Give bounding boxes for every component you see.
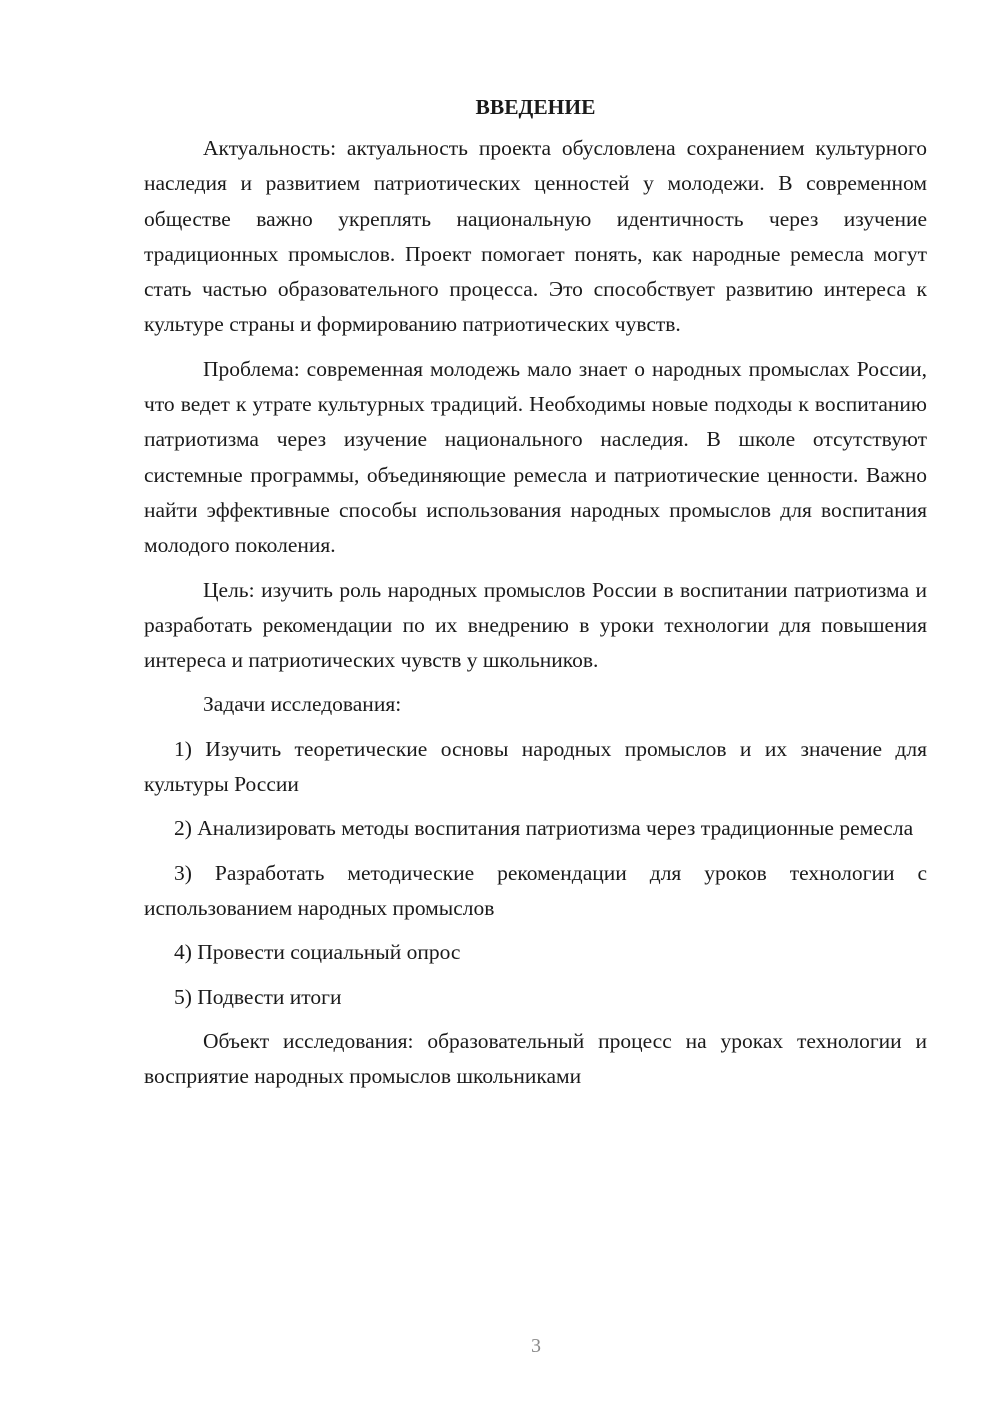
page-number: 3 — [531, 1335, 541, 1357]
task-item-1: 1) Изучить теоретические основы народных промыслов и их значение для культуры России — [144, 736, 927, 797]
tasks-title: Задачи исследования: — [203, 692, 402, 717]
section-heading: ВВЕДЕНИЕ — [475, 95, 596, 119]
task-item-3: 3) Разработать методические рекомендации для уроков технологии с использованием народных промыслов — [144, 860, 927, 920]
task-item-4: 4) Провести социальный опрос — [174, 940, 461, 965]
relevance-paragraph: Актуальность: актуальность проекта обусловлена сохранением культурного наследия и развитием патриотических ценностей у молодежи. В современном обществе важно укреплять национальную идентичность через изучение традиционных промыслов. Проект помогает понять, как народные ремесла могут стать частью образовательного процесса. Это способствует развитию интереса к культуре страны и формированию патриотических чувств. — [144, 136, 927, 337]
task-item-2: 2) Анализировать методы воспитания патриотизма через традиционные ремесла — [174, 816, 914, 841]
task-item-5: 5) Подвести итоги — [174, 984, 342, 1009]
object-paragraph: Объект исследования: образовательный процесс на уроках технологии и восприятие народных промыслов школьниками — [144, 1028, 927, 1089]
page-content — [144, 90, 927, 1103]
goal-paragraph: Цель: изучить роль народных промыслов России в воспитании патриотизма и разработать рекомендации по их внедрению в уроки технологии для повышения интереса и патриотических чувств у школьников. — [144, 577, 927, 673]
problem-paragraph: Проблема: современная молодежь мало знает о народных промыслах России, что ведет к утрате культурных традиций. Необходимы новые подходы к воспитанию патриотизма через изучение национального наследия. В школе отсутствуют системные программы, объединяющие ремесла и патриотические ценности. Важно найти эффективные способы использования народных промыслов для воспитания молодого поколения. — [144, 356, 927, 558]
